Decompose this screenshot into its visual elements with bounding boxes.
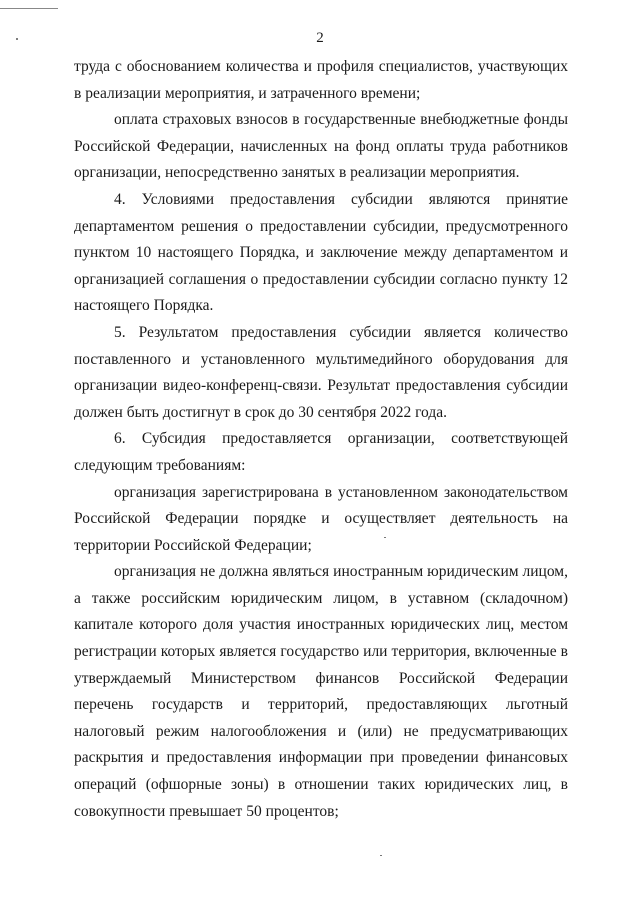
page-number: 2 <box>316 30 324 46</box>
scan-speck <box>380 855 382 856</box>
paragraph-continuation: труда с обоснованием количества и профиля специалистов, участвующих в реализации мероприятия, и затраченного времени; <box>74 58 568 102</box>
paragraph-insurance-contributions: оплата страховых взносов в государственные внебюджетные фонды Российской Федерации, начисленных на фонд оплаты труда работников организации, непосредственно занятых в реализации мероприятия. <box>74 111 568 182</box>
paragraph-requirement-registration: организация зарегистрирована в установленном законодательством Российской Федерации порядке и осуществляет деятельность на территории Российской Федерации; <box>74 483 568 554</box>
paragraph-requirement-foreign-entity: организация не должна являться иностранным юридическим лицом, а также российским юридическим лицом, в уставном (складочном) капитале которого доля участия иностранных юридических лиц, местом регистрации которых является государство или территория, включенные в утверждаемый Министерством финансов Российской Федерации перечень государств и территорий, предоставляющих льготный налоговый режим налогообложения и (или) не предусматривающих раскрытия и предоставления информации при проведении финансовых операций (офшорные зоны) в отношении таких юридических лиц, в совокупности превышает 50 процентов; <box>74 563 568 820</box>
document-body <box>74 54 568 825</box>
scan-edge-line <box>0 8 58 9</box>
paragraph-item-4: 4. Условиями предоставления субсидии являются принятие департаментом решения о предоставлении субсидии, предусмотренного пунктом 10 настоящего Порядка, и заключение между департаментом и организацией соглашения о предоставлении субсидии согласно пункту 12 настоящего Порядка. <box>74 190 568 315</box>
paragraph-item-6: 6. Субсидия предоставляется организации, соответствующей следующим требованиям: <box>74 430 568 474</box>
paragraph-item-5: 5. Результатом предоставления субсидии является количество поставленного и установленного мультимедийного оборудования для организации видео-конференц-связи. Результат предоставления субсидии должен быть достигнут в срок до 30 сентября 2022 года. <box>74 323 568 421</box>
